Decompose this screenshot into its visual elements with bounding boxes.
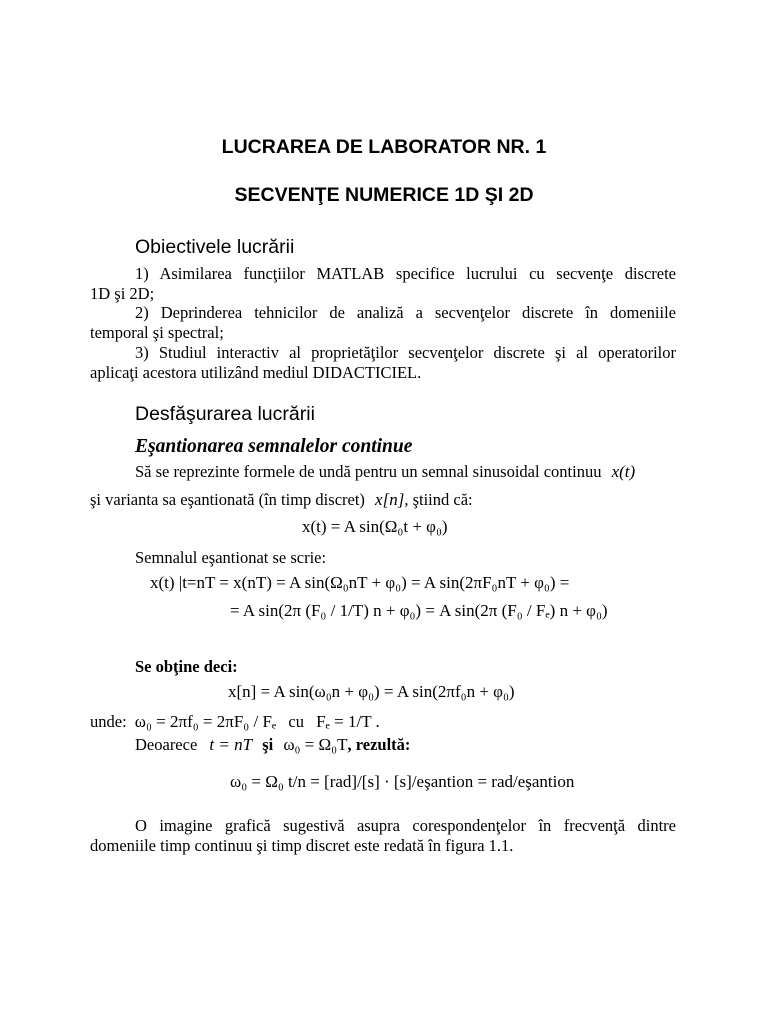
objective-2-line2: temporal şi spectral; xyxy=(90,323,224,343)
since-line xyxy=(135,735,410,755)
final-line2: domeniile timp continuu şi timp discret este redată în figura 1.1. xyxy=(90,835,514,855)
final-line1: O imagine grafică sugestivă asupra corespondenţelor în frecvenţă dintre xyxy=(135,816,676,835)
eq2-line2-text: = A sin(2π (F₀ / 1/T) n + φ₀) = A sin(2π (F₀ / Fₑ) n + φ₀) xyxy=(230,601,608,620)
since-label: Deoarece xyxy=(135,735,198,754)
where-equation-2: Fₑ = 1/T . xyxy=(316,712,380,731)
equation-discrete-signal: x[n] = A sin(ω₀n + φ₀) = A sin(2πf₀n + φ₀) xyxy=(228,682,515,701)
where-label: unde: xyxy=(90,712,127,731)
p1-math-xn: x[n] xyxy=(375,490,405,509)
p1-text2: şi varianta sa eşantionată (în timp discret) xyxy=(90,490,365,509)
equation-normalized-frequency: ω₀ = Ω₀ t/n = [rad]/[s] · [s]/eşantion = rad/eşantion xyxy=(230,772,575,791)
objective-1-line1: 1) Asimilarea funcţiilor MATLAB specifice lucrului cu secvenţe discrete xyxy=(135,264,676,283)
since-equation-1: t = nT xyxy=(209,735,253,754)
since-result: , rezultă: xyxy=(347,735,411,754)
p1-text3: , ştiind că: xyxy=(404,490,473,509)
objective-2-line1: 2) Deprinderea tehnicilor de analiză a secvenţelor discrete în domeniile xyxy=(135,303,676,323)
p1-text: Să se reprezinte formele de undă pentru un semnal sinusoidal continuu xyxy=(135,462,602,481)
paragraph-1-line1 xyxy=(135,462,676,482)
sampled-signal-label: Semnalul eşantionat se scrie: xyxy=(135,548,327,567)
equation-sampled-line2 xyxy=(230,601,608,621)
objectives-heading: Obiectivele lucrării xyxy=(135,236,295,258)
where-equation: ω₀ = 2πf₀ = 2πF₀ / Fₑ xyxy=(134,712,277,731)
paragraph-1-line2 xyxy=(90,490,473,510)
procedure-heading: Desfăşurarea lucrării xyxy=(135,403,315,425)
objective-3-line2: aplicaţi acestora utilizând mediul DIDACTICIEL. xyxy=(90,362,422,382)
since-equation-2: ω₀ = Ω₀T xyxy=(283,735,348,754)
objective-3-line1: 3) Studiul interactiv al proprietăţilor secvenţelor discrete şi al operatorilor xyxy=(135,342,676,362)
final-paragraph xyxy=(90,816,676,855)
p1-math-xt: x(t) xyxy=(611,462,636,481)
page-title: LUCRAREA DE LABORATOR NR. 1 xyxy=(221,136,547,158)
procedure-subheading: Eşantionarea semnalelor continue xyxy=(135,436,413,457)
page-subtitle: SECVENŢE NUMERICE 1D ŞI 2D xyxy=(234,184,534,206)
objectives-list xyxy=(90,264,676,382)
where-line xyxy=(90,712,380,732)
equation-continuous-signal: x(t) = A sin(Ω₀t + φ₀) xyxy=(302,517,448,536)
equation-sampled-line1: x(t) |t=nT = x(nT) = A sin(Ω₀nT + φ₀) = A sin(2πF₀nT + φ₀) = xyxy=(150,573,570,592)
result-label: Se obţine deci: xyxy=(135,657,238,676)
objective-1-line2: 1D şi 2D; xyxy=(90,283,155,303)
where-cu: cu xyxy=(288,712,304,731)
since-and: şi xyxy=(262,735,274,754)
